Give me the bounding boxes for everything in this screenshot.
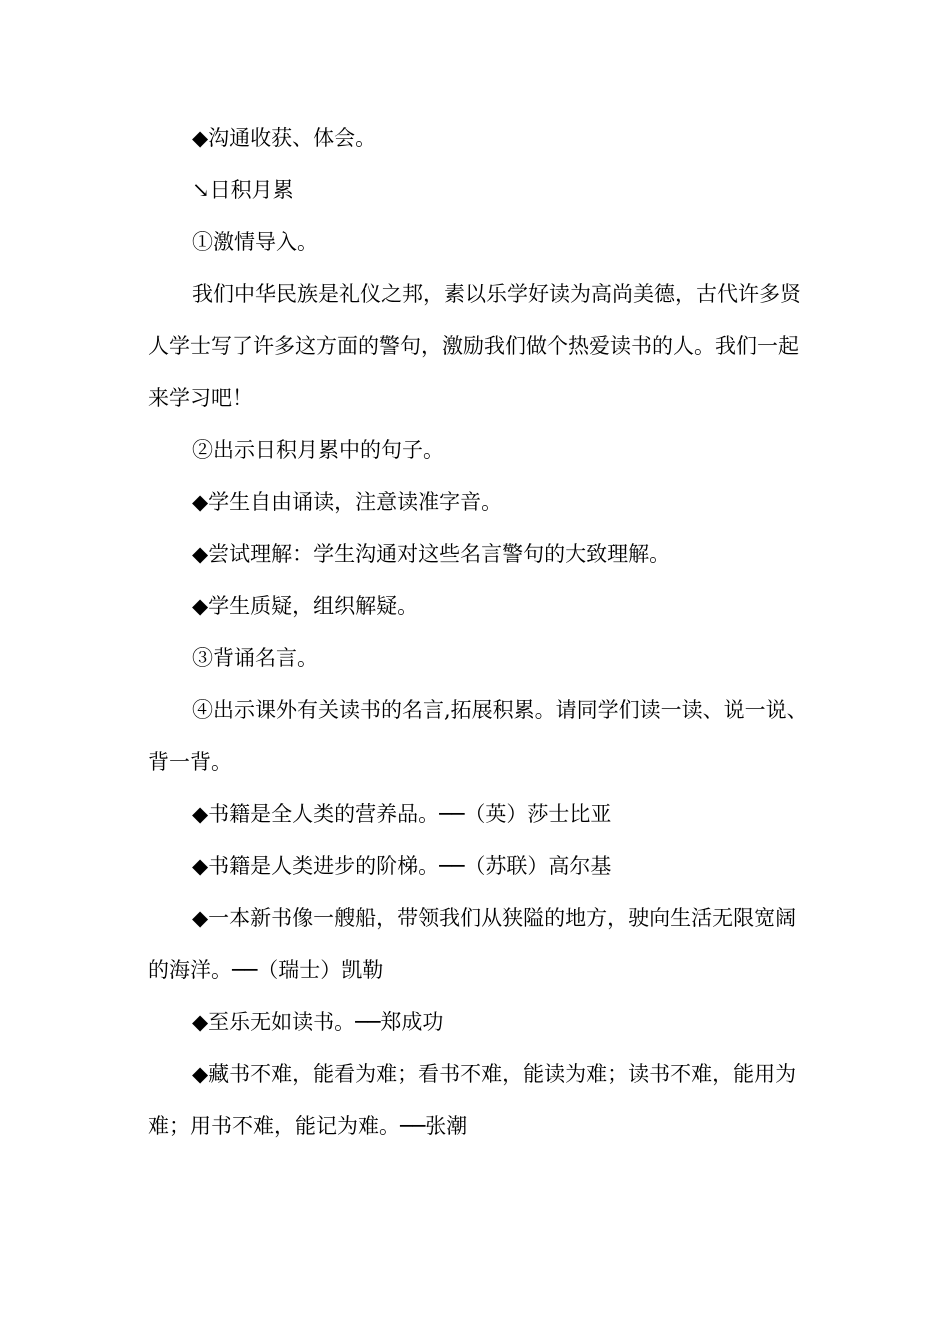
paragraph-section-heading: ↘日积月累 xyxy=(192,178,294,202)
paragraph-try-understanding: ◆尝试理解：学生沟通对这些名言警句的大致理解。 xyxy=(192,542,671,566)
quote-shakespeare: ◆书籍是全人类的营养品。──（英）莎士比亚 xyxy=(192,802,612,826)
quote-gorky: ◆书籍是人类进步的阶梯。──（苏联）高尔基 xyxy=(192,854,612,878)
quote-zheng-chenggong: ◆至乐无如读书。──郑成功 xyxy=(192,1010,444,1034)
paragraph-step-4-title: ④出示课外有关读书的名言,拓展积累。请同学们读一读、说一说、背一背。 xyxy=(148,698,808,774)
paragraph-step-3-title: ③背诵名言。 xyxy=(192,646,318,670)
quote-keller: ◆一本新书像一艘船，带领我们从狭隘的地方，驶向生活无限宽阔的海洋。──（瑞士）凯勒 xyxy=(148,906,797,982)
paragraph-introduction: 我们中华民族是礼仪之邦，素以乐学好读为高尚美德，古代许多贤人学士写了许多这方面的警句，激励我们做个热爱读书的人。我们一起来学习吧！ xyxy=(148,282,801,410)
quote-zhang-chao: ◆藏书不难，能看为难；看书不难，能读为难；读书不难，能用为难；用书不难，能记为难。──张潮 xyxy=(148,1062,797,1138)
paragraph-step-1-title: ①激情导入。 xyxy=(192,230,318,254)
paragraph-share-reflection: ◆沟通收获、体会。 xyxy=(192,126,377,150)
document-body xyxy=(148,112,808,1152)
paragraph-free-reading: ◆学生自由诵读，注意读准字音。 xyxy=(192,490,503,514)
paragraph-questions: ◆学生质疑，组织解疑。 xyxy=(192,594,419,618)
paragraph-step-2-title: ②出示日积月累中的句子。 xyxy=(192,438,444,462)
